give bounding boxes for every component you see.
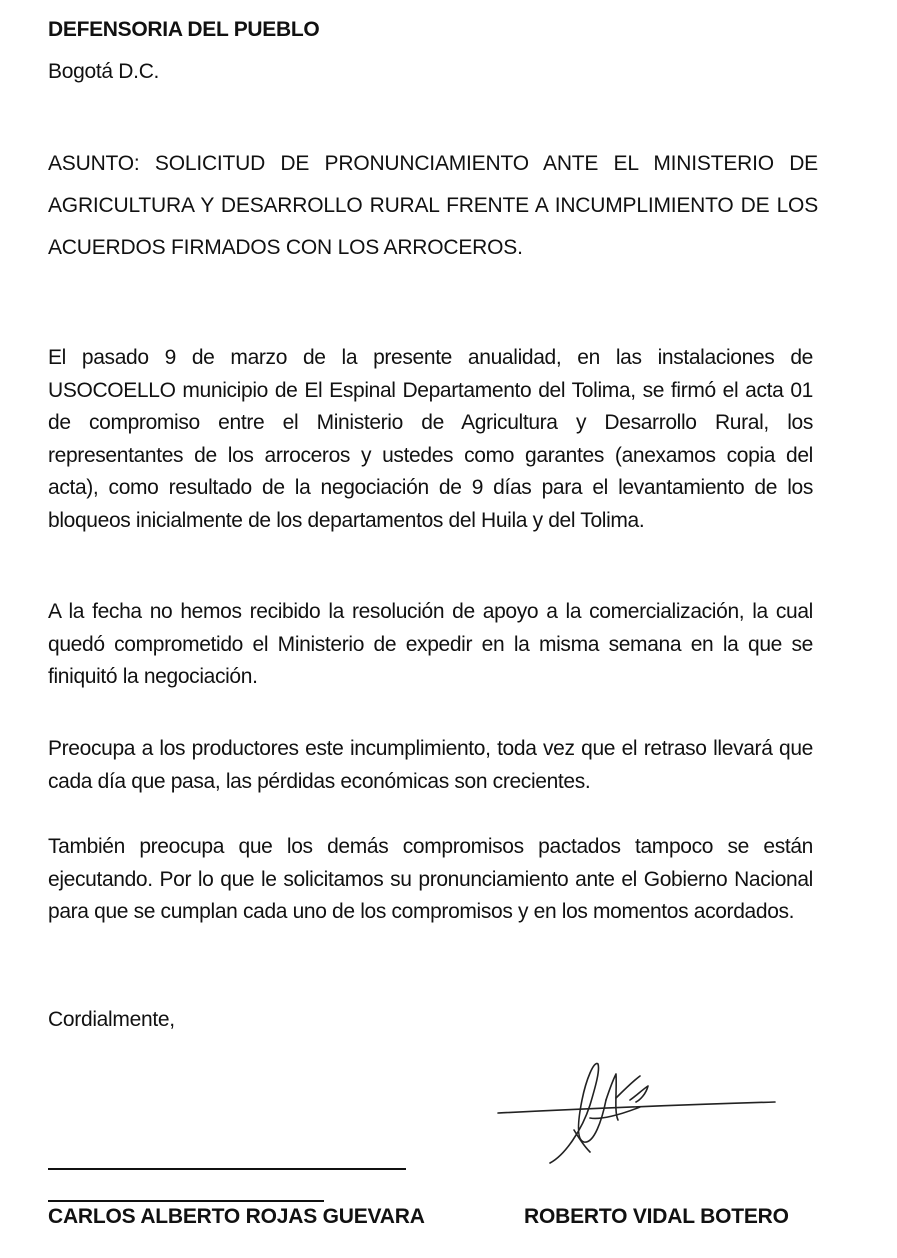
body-paragraph-2: A la fecha no hemos recibido la resolución de apoyo a la comercialización, la cual quedó comprometido el Ministerio de expedir en la misma semana en la que se finiquitó la negociación. — [48, 600, 813, 689]
body-paragraph-4: También preocupa que los demás compromisos pactados tampoco se están ejecutando. Por lo que le solicitamos su pronunciamiento ante el Gobierno Nacional para que se cumplan cada uno de los compromisos y en los momentos acordados. — [48, 835, 813, 924]
subject-line: ASUNTO: SOLICITUD DE PRONUNCIAMIENTO ANTE EL MINISTERIO DE AGRICULTURA Y DESARROLLO RURAL FRENTE A INCUMPLIMIENTO DE LOS ACUERDOS FIRMADOS CON LOS ARROCEROS. — [48, 152, 818, 259]
closing-salutation: Cordialmente, — [48, 1008, 175, 1031]
body-paragraph-3: Preocupa a los productores este incumplimiento, toda vez que el retraso llevará que cada día que pasa, las pérdidas económicas son crecientes. — [48, 737, 813, 793]
signature-underline-left — [48, 1200, 324, 1202]
addressee-city: Bogotá D.C. — [48, 60, 160, 83]
body-paragraph-1: El pasado 9 de marzo de la presente anualidad, en las instalaciones de USOCOELLO municipio de El Espinal Departamento del Tolima, se firmó el acta 01 de compromiso entre el Ministerio de Agricultura y Desarrollo Rural, los representantes de los arroceros y ustedes como garantes (anexamos copia del acta), como resultado de la negociación de 9 días para el levantamiento de los bloqueos inicialmente de los departamentos del Huila y del Tolima. — [48, 346, 813, 532]
signature-line-left — [48, 1168, 406, 1170]
handwritten-signature — [490, 1060, 790, 1170]
addressee-institution: DEFENSORIA DEL PUEBLO — [48, 18, 320, 41]
signatory-right-name: ROBERTO VIDAL BOTERO — [524, 1205, 789, 1228]
signatory-left-name: CARLOS ALBERTO ROJAS GUEVARA — [48, 1205, 425, 1228]
